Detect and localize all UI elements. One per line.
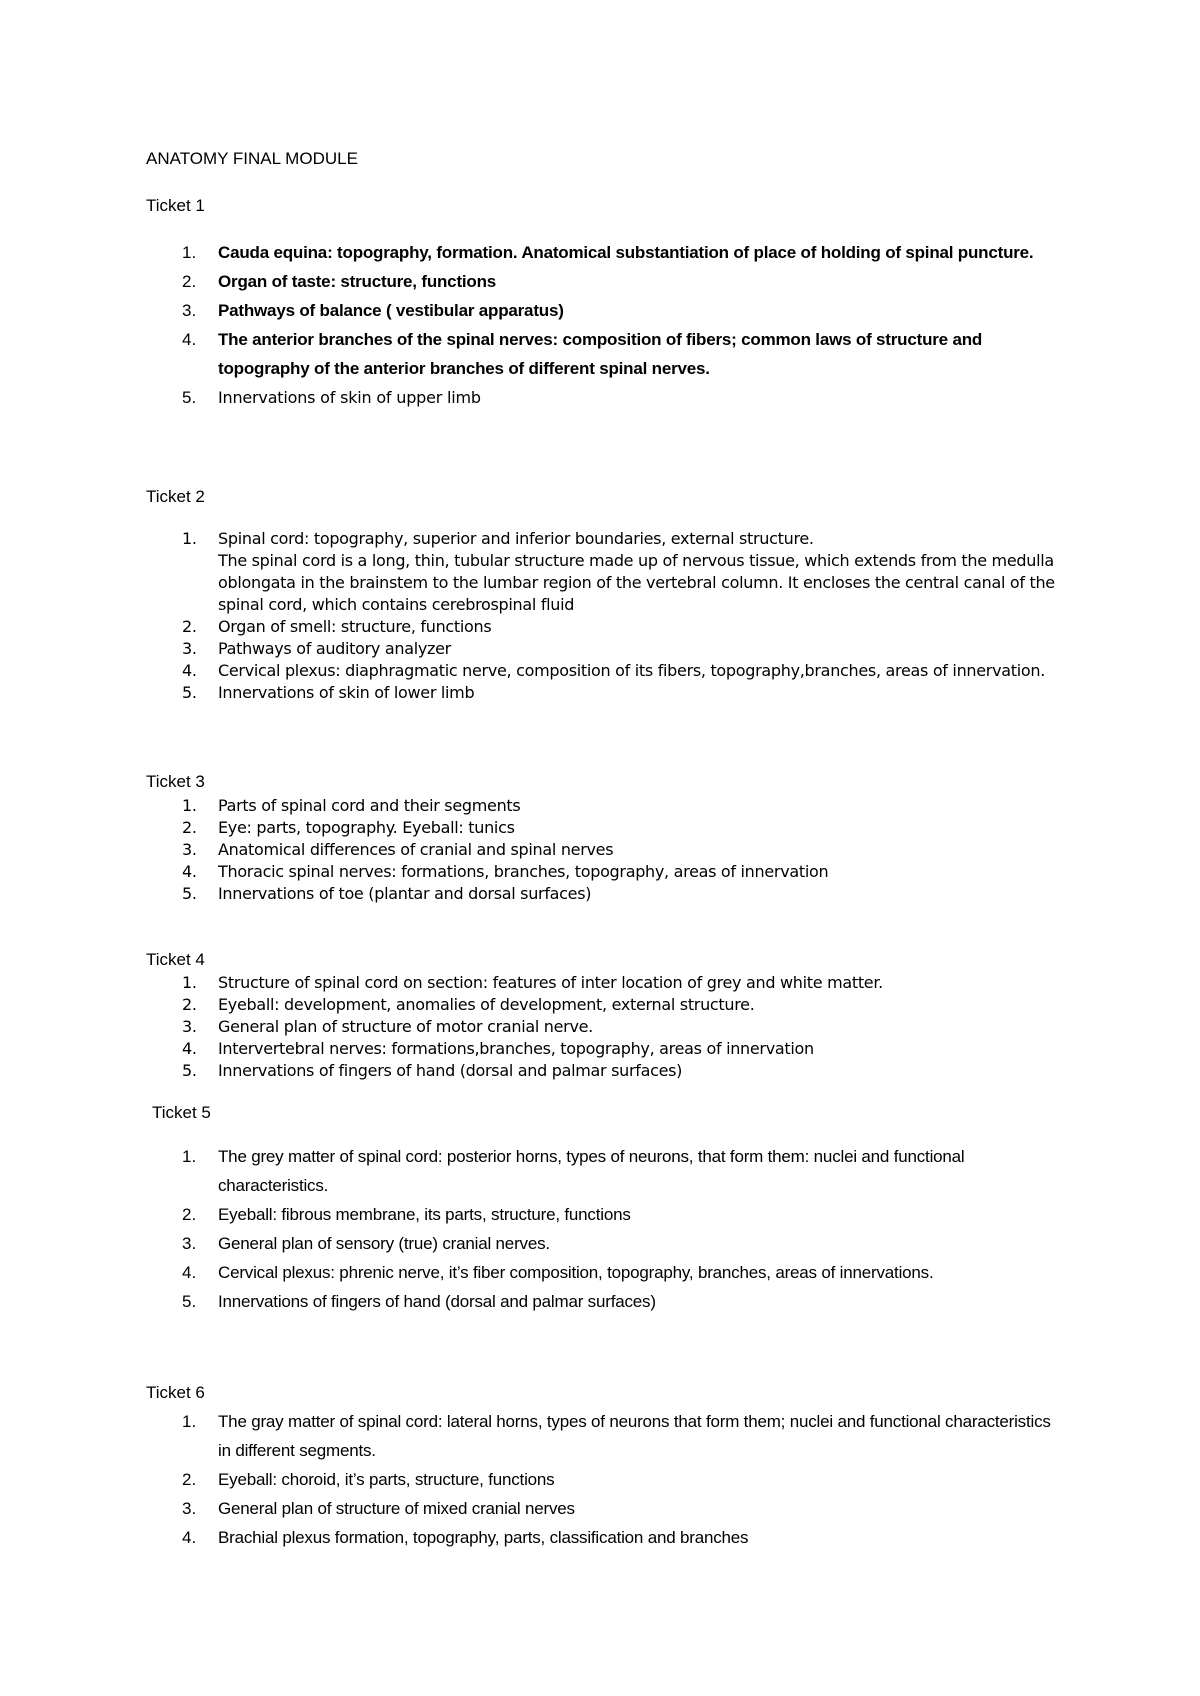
list-item: 3. Anatomical differences of cranial and spinal nerves bbox=[182, 840, 614, 859]
list-item: 3. General plan of structure of motor cranial nerve. bbox=[182, 1017, 593, 1036]
list-item: 2. Organ of taste: structure, functions bbox=[182, 272, 497, 291]
list-item: 2. Organ of smell: structure, functions bbox=[182, 617, 492, 636]
ticket-4-list bbox=[0, 972, 1058, 1082]
list-item: 2. Eyeball: fibrous membrane, its parts, structure, functions bbox=[182, 1205, 631, 1224]
list-item: 5. Innervations of toe (plantar and dorsal surfaces) bbox=[182, 884, 592, 903]
ticket-2-label: Ticket 2 bbox=[146, 487, 205, 506]
list-item: 5. Innervations of skin of upper limb bbox=[182, 388, 481, 407]
ticket-6-label: Ticket 6 bbox=[146, 1383, 205, 1402]
list-item: 5. Innervations of fingers of hand (dorsal and palmar surfaces) bbox=[182, 1292, 656, 1311]
ticket-3-label: Ticket 3 bbox=[146, 772, 205, 791]
ticket-1-list bbox=[0, 238, 1058, 412]
ticket-2-note: The spinal cord is a long, thin, tubular structure made up of nervous tissue, which extends from the medulla oblongata in the brainstem to the lumbar region of the vertebral column. It encloses the central canal of the spinal cord, which contains cerebrospinal fluid bbox=[218, 551, 1055, 614]
list-item: 3. General plan of structure of mixed cranial nerves bbox=[182, 1499, 575, 1518]
ticket-1-label: Ticket 1 bbox=[146, 196, 205, 215]
list-item: 4. The anterior branches of the spinal nerves: composition of fibers; common laws of structure and topography of the anterior branches of different spinal nerves. bbox=[182, 330, 983, 378]
list-item: 5. Innervations of skin of lower limb bbox=[182, 683, 475, 702]
list-item: 4. Brachial plexus formation, topography, parts, classification and branches bbox=[182, 1528, 749, 1547]
list-item: 4. Cervical plexus: diaphragmatic nerve, composition of its fibers, topography,branches, areas of innervation. bbox=[182, 661, 1045, 680]
ticket-6-list bbox=[0, 1407, 1058, 1552]
list-item: 2. Eyeball: choroid, it’s parts, structure, functions bbox=[182, 1470, 555, 1489]
document-title: ANATOMY FINAL MODULE bbox=[146, 149, 358, 168]
ticket-4-label: Ticket 4 bbox=[146, 950, 205, 969]
list-item: 4. Thoracic spinal nerves: formations, branches, topography, areas of innervation bbox=[182, 862, 829, 881]
list-item: 5. Innervations of fingers of hand (dorsal and palmar surfaces) bbox=[182, 1061, 683, 1080]
list-item: 4. Cervical plexus: phrenic nerve, it’s fiber composition, topography, branches, areas of innervations. bbox=[182, 1263, 934, 1282]
ticket-2-list bbox=[0, 528, 1058, 704]
list-item: 1. Parts of spinal cord and their segments bbox=[182, 796, 521, 815]
list-item: 1. Cauda equina: topography, formation. Anatomical substantiation of place of holding of spinal puncture. bbox=[182, 243, 1034, 262]
list-item: 1. Spinal cord: topography, superior and inferior boundaries, external structure. The spinal cord is a long, thin, tubular structure made up of nervous tissue, which extends from the medulla oblongata in the brainstem to the lumbar region of the vertebral column. It encloses the central canal of the spinal cord, which contains cerebrospinal fluid bbox=[182, 529, 1055, 614]
list-item: 3. Pathways of balance ( vestibular apparatus) bbox=[182, 301, 564, 320]
ticket-5-list bbox=[0, 1142, 1058, 1316]
list-item: 1. The grey matter of spinal cord: posterior horns, types of neurons, that form them: nuclei and functional characteristics. bbox=[182, 1147, 965, 1195]
list-item: 4. Intervertebral nerves: formations,branches, topography, areas of innervation bbox=[182, 1039, 814, 1058]
list-item: 1. Structure of spinal cord on section: features of inter location of grey and white matter. bbox=[182, 973, 883, 992]
list-item: 1. The gray matter of spinal cord: lateral horns, types of neurons that form them; nuclei and functional characteristics in different segments. bbox=[182, 1412, 1051, 1460]
list-item: 3. Pathways of auditory analyzer bbox=[182, 639, 451, 658]
ticket-5-label: Ticket 5 bbox=[152, 1103, 211, 1122]
list-item: 3. General plan of sensory (true) cranial nerves. bbox=[182, 1234, 550, 1253]
list-item: 2. Eye: parts, topography. Eyeball: tunics bbox=[182, 818, 515, 837]
ticket-3-list bbox=[0, 795, 1058, 905]
list-item: 2. Eyeball: development, anomalies of development, external structure. bbox=[182, 995, 755, 1014]
